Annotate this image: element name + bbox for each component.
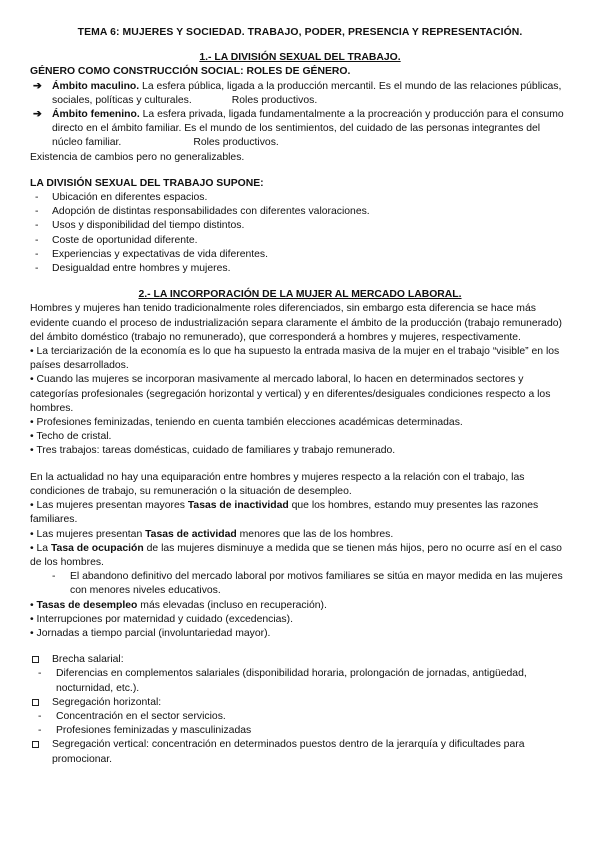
document-title: TEMA 6: MUJERES Y SOCIEDAD. TRABAJO, PODER, PRESENCIA Y REPRESENTACIÓN. (77, 27, 523, 38)
bullet-item: • Tres trabajos: tareas domésticas, cuidado de familiares y trabajo remunerado. (30, 445, 396, 457)
masculine-sphere-item (30, 80, 570, 108)
bullet-item: • La terciarización de la economía es lo que ha supuesto la entrada masiva de la mujer en el trabajo “visible” en los países desarrollados. (30, 346, 560, 372)
bullet-item: • Profesiones feminizadas, teniendo en cuenta también elecciones académicas determinadas. (30, 417, 463, 429)
feminine-role: Roles productivos. (193, 137, 279, 149)
part-time-bullet: • Jornadas a tiempo parcial (involuntariedad mayor). (30, 627, 271, 639)
bullet-item: • Techo de cristal. (30, 431, 112, 443)
list-item: - Profesiones feminizadas y masculinizadas (30, 724, 570, 738)
abandonment-subitem: - El abandono definitivo del mercado laboral por motivos familiares se sitúa en mayor medida en las mujeres con menores niveles educativos. (30, 570, 570, 598)
roles-subheading: GÉNERO COMO CONSTRUCCIÓN SOCIAL: ROLES DE GÉNERO. (30, 66, 351, 78)
division-list (30, 191, 570, 276)
square-bullet-icon (32, 699, 39, 706)
wage-gap-item: Brecha salarial: (30, 653, 570, 667)
unemployment-bullet: • Tasas de desempleo más elevadas (incluso en recuperación). (30, 599, 327, 611)
section2-intro: Hombres y mujeres han tenido tradicionalmente roles diferenciados, sin embargo esta diferencia se hace más evidente cuando el proceso de industrialización separa claramente el ámbito de la producción (trabajo remunerado) del ámbito doméstico (trabajo no remunerado), que corresponderá a hombres y mujeres, respectivamente. (30, 303, 562, 343)
bullet-item: • Cuando las mujeres se incorporan masivamente al mercado laboral, lo hacen en determinados sectores y categorías profesionales (segregación horizontal y vertical) y en diferentes/desiguales condiciones respecto a los hombres. (30, 374, 551, 414)
list-item: - Coste de oportunidad diferente. (30, 234, 570, 248)
vertical-segregation-item: Segregación vertical: concentración en determinados puestos dentro de la jerarquía y dificultades para promocionar. (30, 738, 570, 766)
changes-note: Existencia de cambios pero no generalizables. (30, 151, 245, 163)
list-item: - Diferencias en complementos salariales (disponibilidad horaria, prolongación de jornadas, antigüedad, nocturnidad, etc.). (30, 667, 570, 695)
current-situation-paragraph: En la actualidad no hay una equiparación entre hombres y mujeres respecto a la relación con el trabajo, las condiciones de trabajo, su remuneración o la situación de desempleo. (30, 471, 525, 497)
square-bullet-icon (32, 741, 39, 748)
masculine-sphere-text: La esfera pública, ligada a la producción mercantil. Es el mundo de las relaciones públicas, sociales, políticas y culturales. (52, 80, 562, 106)
list-item: - Concentración en el sector servicios. (30, 710, 570, 724)
feminine-sphere-item (30, 108, 570, 151)
masculine-sphere-label: Ámbito maculino. (52, 80, 140, 92)
interruptions-bullet: • Interrupciones por maternidad y cuidado (excedencias). (30, 613, 293, 625)
feminine-sphere-text: La esfera privada, ligada fundamentalmente a la procreación y producción para el consumo directo en el ámbito familiar. Es el mundo de los sentimientos, del cuidado de las personas integrantes del núcleo familiar. (52, 109, 564, 149)
list-item: - Desigualdad entre hombres y mujeres. (30, 262, 570, 276)
occupation-bullet: • La Tasa de ocupación de las mujeres disminuye a medida que se tienen más hijos, pero no ocurre así en el caso de los hombres. (30, 542, 562, 568)
section2-heading: 2.- LA INCORPORACIÓN DE LA MUJER AL MERCADO LABORAL. (138, 289, 462, 301)
feminine-sphere-label: Ámbito femenino. (52, 109, 140, 121)
arrow-right-icon: ➔ (33, 80, 42, 92)
activity-bullet: • Las mujeres presentan Tasas de actividad menores que las de los hombres. (30, 528, 394, 540)
square-bullet-icon (32, 656, 39, 663)
inactivity-bullet: • Las mujeres presentan mayores Tasas de inactividad que los hombres, estando muy presentes las razones familiares. (30, 500, 539, 526)
masculine-role: Roles productivos. (231, 94, 318, 106)
list-item: - Adopción de distintas responsabilidades con diferentes valoraciones. (30, 205, 570, 219)
section1-heading: 1.- LA DIVISIÓN SEXUAL DEL TRABAJO. (199, 52, 401, 64)
division-heading: LA DIVISIÓN SEXUAL DEL TRABAJO SUPONE: (30, 177, 264, 189)
horizontal-segregation-item: Segregación horizontal: (30, 696, 570, 710)
list-item: - Ubicación en diferentes espacios. (30, 191, 570, 205)
arrow-right-icon: ➔ (33, 109, 42, 121)
list-item: - Experiencias y expectativas de vida diferentes. (30, 248, 570, 262)
list-item: - Usos y disponibilidad del tiempo distintos. (30, 219, 570, 233)
